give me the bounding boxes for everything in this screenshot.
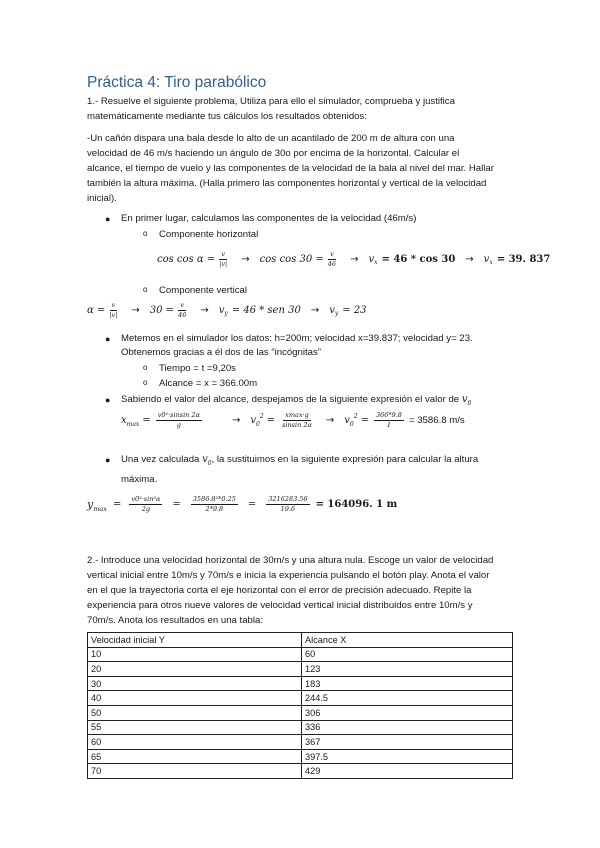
q1-heading-line1: 1.- Resuelve el siguiente problema, Utiliza para ello el simulador, comprueba y justifica [87,96,455,107]
cell-alcance: 429 [302,764,513,779]
bullet4-line2: máxima. [121,474,158,485]
cell-velocidad: 30 [88,676,302,691]
page-title: Práctica 4: Tiro parabólico [87,74,267,91]
equation-xmax: x max = $\frac{\text{v0²·sinsin 2α}}{g}$ → v 0 2 = $\frac{xmax\cdot g}{\text{sinsin 2α}}$ → v 0 2 = $\frac{366*9.8}{1}$ = 3586.8 m/s [121,411,465,429]
arrow-icon: → [131,305,140,316]
eq-h-c-var: v [368,254,375,265]
q2-line3: en el que la trayectoria corta el eje horizontal con el error de precisión adecuado. Repite la [87,585,472,596]
sub-vertical-label: Componente vertical [159,285,247,296]
table-row [88,720,513,735]
table-row [88,676,513,691]
arrow-icon: → [310,305,320,316]
eq-x-frac1: $\frac{\text{v0²·sinsin 2α}}{g}$ [157,411,200,429]
results-table [87,632,513,779]
equation-horizontal: cos cos α = $\frac{v}{|v|}$ → cos cos 30 = $\frac{v}{46}$ → v x = 46 * cos 30 → v x = 39. 837 [157,250,551,268]
arrow-icon: → [200,305,209,316]
eq-x-mid-lhs: v [250,415,257,426]
cell-velocidad: 20 [88,662,302,677]
eq-x-frac3: $\frac{366*9.8}{1}$ [375,411,402,429]
arrow-icon: → [465,254,474,265]
eq-y-frac2: $\frac{\text{3586.8²*0.25}}{2*9.8}$ [192,495,236,513]
arrow-icon: → [231,415,241,426]
eq-x-r-lhs: v [344,415,350,426]
eq-x-frac2: $\frac{xmax\cdot g}{\text{sinsin 2α}}$ [282,411,312,429]
bullet1-text: En primer lugar, calculamos las componentes de la velocidad (46m/s) [121,213,417,224]
cell-alcance: 397.5 [302,749,513,764]
eq-h-d-rest: = 39. 837 [496,254,551,265]
eq-h-b-frac: $\frac{v}{46}$ [327,250,337,268]
cell-velocidad: 60 [88,735,302,750]
q1-heading-line2: matemáticamente mediante tus cálculos los resultados obtenidos: [87,111,367,122]
bullet2-line2: Obtenemos gracias a él dos de las “incógnitas” [121,347,321,358]
q1-problem-line5: inicial). [87,193,117,204]
cell-alcance: 367 [302,735,513,750]
bullet-dot: ● [105,334,111,344]
header-velocidad: Velocidad inicial Y [88,633,302,648]
table-header-row [88,633,513,648]
eq-v-d-rest: = 23 [342,305,367,316]
q1-problem-line4: también la altura máxima. (Halla primero las componentes horizontal y vertical de la velocidad [87,178,487,189]
eq-y-lhs: y [87,498,94,511]
eq-v-c-var: v [218,305,225,316]
sub-bullet-circle: o [143,229,148,238]
bullet2-line1: Metemos en el simulador los datos: h=200m; velocidad x=39.837; velocidad y= 23. [121,333,473,344]
eq-v-a-lhs: α = [87,305,106,316]
bullet3-text: Sabiendo el valor del alcance, despejamos de la siguiente expresión el valor de $v_0$ [121,394,472,407]
bullet4-line1: Una vez calculada $v_0$, la sustituimos en la siguiente expresión para calcular la altura [121,454,479,467]
arrow-icon: → [325,415,335,426]
q1-problem-line1: -Un cañón dispara una bala desde lo alto de un acantilado de 200 m de altura con una [87,133,455,144]
eq-h-a-frac: $\frac{v}{|v|}$ [219,250,228,268]
bullet-dot: ● [105,455,111,465]
cell-velocidad: 55 [88,720,302,735]
cell-alcance: 306 [302,705,513,720]
table-row [88,749,513,764]
eq-x-result: = 3586.8 m/s [408,415,465,426]
eq-v-a-frac: $\frac{v}{|v|}$ [109,301,118,319]
eq-v-c-rest: = 46 * sen 30 [231,305,301,316]
cell-velocidad: 70 [88,764,302,779]
eq-y-result: = 164096. 1 m [315,499,398,510]
cell-alcance: 183 [302,676,513,691]
table-row [88,735,513,750]
result-tiempo: Tiempo = t =9,20s [159,363,236,374]
cell-alcance: 60 [302,647,513,662]
equation-vertical: α = $\frac{v}{|v|}$ → 30 = $\frac{v}{46}$ → v y = 46 * sen 30 → v y = 23 [87,301,367,319]
eq-y-frac1: $\frac{\text{v0²·sin²α}}{2g}$ [131,495,161,513]
cell-alcance: 244.5 [302,691,513,706]
eq-v-d-var: v [329,305,335,316]
cell-velocidad: 40 [88,691,302,706]
table-row [88,647,513,662]
q2-line4: experiencia para otros nueve valores de velocidad vertical inicial distribuidos entre 10m/s y [87,600,473,611]
eq-v-b-lhs: 30 = [149,305,175,316]
q1-problem-line2: velocidad de 46 m/s haciendo un ángulo de 30o por encima de la horizontal. Calcular el [87,148,460,159]
eq-h-a-lhs: cos cos α = [157,254,216,265]
table-row [88,764,513,779]
sub-horizontal-label: Componente horizontal [159,229,259,240]
cell-alcance: 336 [302,720,513,735]
q2-line5: 70m/s. Anota los resultados en una tabla: [87,615,263,626]
eq-x-lhs: x [121,415,127,426]
arrow-icon: → [350,254,359,265]
q2-line2: vertical inicial entre 10m/s y 70m/s e inicia la experiencia pulsando el botón play. Anota el valor [87,570,490,581]
sub-bullet-circle: o [143,285,148,294]
eq-h-c-rest: = 46 * cos 30 [381,254,456,265]
table-row [88,705,513,720]
arrow-icon: → [241,254,250,265]
eq-v-b-frac: $\frac{v}{46}$ [178,301,187,319]
bullet-dot: ● [105,214,111,224]
q1-problem-line3: alcance, el tiempo de vuelo y las componentes de la velocidad de la bala al nivel del mar. Hallar [87,163,494,174]
q2-line1: 2.- Introduce una velocidad horizontal de 30m/s y una altura nula. Escoge un valor de velocidad [87,555,494,566]
cell-velocidad: 50 [88,705,302,720]
eq-y-frac3: $\frac{3216283.56}{19.6}$ [268,495,308,513]
table-row [88,691,513,706]
result-alcance: Alcance = x = 366.00m [159,378,258,389]
sub-bullet-circle: o [143,378,148,387]
header-alcance: Alcance X [302,633,513,648]
cell-alcance: 123 [302,662,513,677]
bullet-dot: ● [105,395,111,405]
table-row [88,662,513,677]
eq-h-b-lhs: cos cos 30 = [259,254,324,265]
sub-bullet-circle: o [143,363,148,372]
equation-ymax: y max = $\frac{\text{v0²·sin²α}}{2g}$ = $\frac{\text{3586.8²*0.25}}{2*9.8}$ = $\frac{3216283.56}{19.6}$ = 164096. 1 m [87,495,398,513]
cell-velocidad: 65 [88,749,302,764]
eq-h-d-var: v [483,254,490,265]
cell-velocidad: 10 [88,647,302,662]
